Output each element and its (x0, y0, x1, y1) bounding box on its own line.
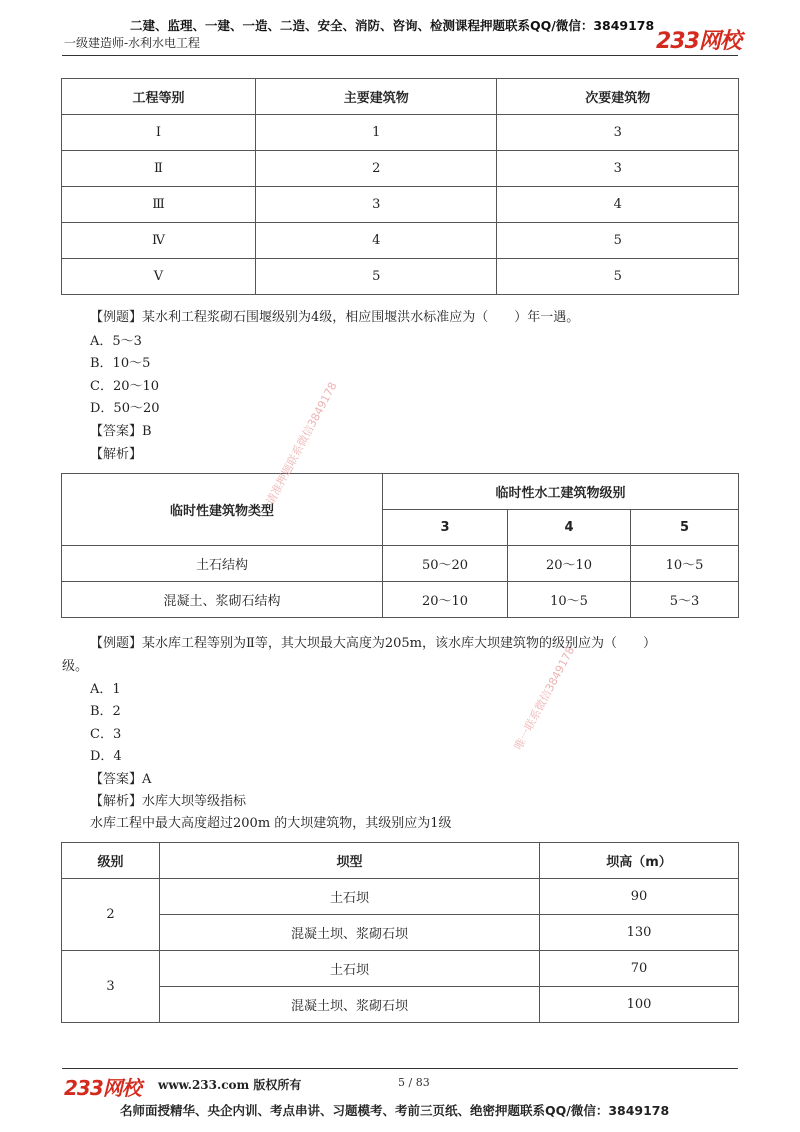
table-row (62, 546, 739, 582)
table-cell: 90 (540, 879, 739, 915)
table-header-cell: 坝型 (160, 843, 540, 879)
table-row (62, 223, 739, 259)
table-cell: Ⅰ (62, 115, 256, 151)
table-cell: 130 (540, 915, 739, 951)
page-number: 5 / 83 (398, 1076, 430, 1089)
question-2-option-c: C．3 (90, 727, 122, 742)
table-header-cell: 5 (631, 510, 739, 546)
question-1-analysis: 【解析】 (90, 447, 143, 462)
header-logo: 233网校 (656, 29, 741, 54)
table-cell: 混凝土坝、浆砌石坝 (160, 987, 540, 1023)
table-row (62, 987, 739, 1023)
table-header-cell: 4 (508, 510, 631, 546)
question-1-option-d: D．50～20 (90, 401, 160, 416)
table-row (62, 879, 739, 915)
question-2-text-line1: 【例题】某水库工程等别为Ⅱ等，其大坝最大高度为205m，该水库大坝建筑物的级别应为（ ） (90, 636, 656, 651)
table-cell: 5 (497, 223, 739, 259)
table-header-cell: 级别 (62, 843, 160, 879)
question-1-option-a: A．5～3 (90, 334, 142, 349)
table-cell: 3 (62, 951, 160, 1023)
table-row (62, 115, 739, 151)
table-row (62, 187, 739, 223)
table-cell: 土石坝 (160, 879, 540, 915)
table-header-cell: 工程等别 (62, 79, 256, 115)
question-2-note: 水库工程中最大高度超过200m 的大坝建筑物，其级别应为1级 (90, 816, 452, 831)
table-row (62, 151, 739, 187)
footer-contact-line: 名师面授精华、央企内训、考点串讲、习题模考、考前三页纸、绝密押题联系QQ/微信：3849178 (120, 1103, 670, 1118)
question-1-answer: 【答案】B (90, 424, 152, 439)
table-cell: 混凝土坝、浆砌石坝 (160, 915, 540, 951)
table-cell: 5～3 (631, 582, 739, 618)
table-cell: 混凝土、浆砌石结构 (62, 582, 383, 618)
table-cell: Ⅲ (62, 187, 256, 223)
question-2-analysis: 【解析】水库大坝等级指标 (90, 794, 247, 809)
table-cell: 2 (255, 151, 497, 187)
table-cell: 3 (255, 187, 497, 223)
question-2-option-d: D．4 (90, 749, 122, 764)
table-cell: Ⅳ (62, 223, 256, 259)
question-2-option-b: B．2 (90, 704, 121, 719)
table-header-row (62, 79, 739, 115)
header-divider (62, 55, 738, 56)
temporary-structure-flood-table (61, 473, 739, 618)
footer-logo: 233网校 (64, 1076, 141, 1100)
table-header-cell: 临时性水工建筑物级别 (383, 474, 739, 510)
table-header-cell: 临时性建筑物类型 (62, 474, 383, 546)
table-cell: 10～5 (631, 546, 739, 582)
table-row (62, 259, 739, 295)
table-cell: 70 (540, 951, 739, 987)
table-cell: 10～5 (508, 582, 631, 618)
table-row (62, 951, 739, 987)
footer-divider (62, 1068, 738, 1069)
header-subtitle: 一级建造师-水利水电工程 (64, 36, 201, 50)
project-grade-table (61, 78, 739, 295)
table-header-cell: 主要建筑物 (255, 79, 497, 115)
table-header-cell: 3 (383, 510, 508, 546)
dam-grade-table (61, 842, 739, 1023)
table-header-cell: 坝高（m） (540, 843, 739, 879)
table-row (62, 915, 739, 951)
table-cell: Ⅱ (62, 151, 256, 187)
table-cell: 4 (497, 187, 739, 223)
question-1-text: 【例题】某水利工程浆砌石围堰级别为4级，相应围堰洪水标准应为（ ）年一遇。 (90, 310, 580, 325)
table-cell: 5 (497, 259, 739, 295)
table-cell: 100 (540, 987, 739, 1023)
header-contact-line: 二建、监理、一建、一造、二造、安全、消防、咨询、检测课程押题联系QQ/微信：3849178 (130, 18, 655, 33)
watermark-text: 请准押题联系微信3849178 (263, 379, 340, 508)
table-cell: 4 (255, 223, 497, 259)
page-header (0, 0, 800, 60)
table-cell: 20～10 (383, 582, 508, 618)
table-cell: Ⅴ (62, 259, 256, 295)
question-2-text-line2: 级。 (62, 659, 89, 674)
watermark-text: 唯一联系微信3849178 (511, 644, 578, 753)
table-cell: 1 (255, 115, 497, 151)
table-header-cell: 次要建筑物 (497, 79, 739, 115)
table-cell: 2 (62, 879, 160, 951)
table-row (62, 582, 739, 618)
table-cell: 5 (255, 259, 497, 295)
footer-site-link[interactable]: www.233.com 版权所有 (158, 1078, 302, 1092)
question-1-option-b: B．10～5 (90, 356, 151, 371)
table-cell: 3 (497, 151, 739, 187)
table-cell: 20～10 (508, 546, 631, 582)
table-cell: 50～20 (383, 546, 508, 582)
table-cell: 土石坝 (160, 951, 540, 987)
question-1-option-c: C．20～10 (90, 379, 160, 394)
table-cell: 3 (497, 115, 739, 151)
table-header-row (62, 474, 739, 510)
table-header-row (62, 843, 739, 879)
question-2-option-a: A．1 (90, 682, 121, 697)
table-cell: 土石结构 (62, 546, 383, 582)
question-2-answer: 【答案】A (90, 772, 152, 787)
